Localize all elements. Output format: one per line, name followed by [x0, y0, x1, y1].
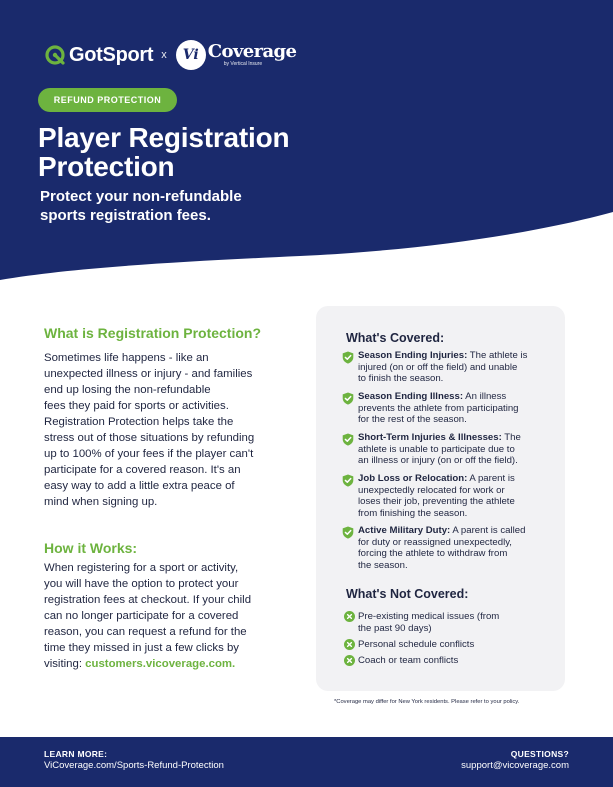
refund-protection-tag: REFUND PROTECTION — [38, 88, 177, 112]
not-covered-item: Pre-existing medical issues (from the past 90 days) — [344, 611, 566, 634]
whats-not-covered-heading: What's Not Covered: — [346, 587, 469, 601]
customers-portal-link[interactable]: customers.vicoverage.com. — [85, 658, 236, 670]
covered-item: Season Ending Illness: An illness prevents the athlete from participating for the rest of the season. — [342, 391, 564, 426]
how-it-works-heading: How it Works: — [44, 540, 138, 556]
page-subtitle: Protect your non-refundable sports registration fees. — [40, 188, 242, 224]
page-title: Player Registration Protection — [38, 122, 290, 182]
vicoverage-wordmark: Coverage — [207, 41, 297, 62]
footer-bar — [0, 737, 613, 787]
vicoverage-badge-icon: Vi — [176, 40, 206, 70]
what-is-heading: What is Registration Protection? — [44, 325, 262, 341]
coverage-footnote: *Coverage may differ for New York residents. Please refer to your policy. — [334, 699, 520, 705]
covered-item: Active Military Duty: A parent is called for duty or reassigned unexpectedly, forcing the athlete to withdraw from the season. — [342, 525, 564, 572]
x-circle-icon — [344, 655, 355, 666]
brand-separator: x — [161, 49, 167, 61]
covered-item: Job Loss or Relocation: A parent is unexpectedly relocated for work or loses their job, preventing the athlete from finishing the season. — [342, 473, 564, 520]
shield-check-icon — [342, 351, 354, 364]
covered-item: Short-Term Injuries & Illnesses: The athlete is unable to participate due to an illness or injury (on or off the field). — [342, 432, 564, 467]
support-email-link[interactable]: support@vicoverage.com — [461, 760, 569, 771]
learn-more-label: LEARN MORE: — [44, 749, 108, 759]
shield-check-icon — [342, 392, 354, 405]
covered-item: Season Ending Injuries: The athlete is injured (on or off the field) and unable to finish the season. — [342, 350, 564, 385]
questions-label: QUESTIONS? — [510, 749, 569, 759]
how-it-works-paragraph: When registering for a sport or activity, you will have the option to protect your registration fees at checkout. If your child can no longer participate for a covered reason, you can request a refund for the time they missed in just a few clicks by visiting: customers.vicoverage.com. — [44, 562, 252, 670]
shield-check-icon — [342, 433, 354, 446]
shield-check-icon — [342, 526, 354, 539]
not-covered-item: Coach or team conflicts — [344, 655, 566, 667]
not-covered-item: Personal schedule conflicts — [344, 639, 566, 651]
hero-banner — [0, 0, 613, 300]
gotsport-logo-icon — [44, 44, 66, 66]
learn-more-link[interactable]: ViCoverage.com/Sports-Refund-Protection — [44, 760, 224, 771]
shield-check-icon — [342, 474, 354, 487]
x-circle-icon — [344, 639, 355, 650]
vicoverage-tagline: by Vertical Insure — [223, 61, 263, 67]
brand-lockup — [44, 38, 296, 72]
x-circle-icon — [344, 611, 355, 622]
gotsport-wordmark: GotSport — [69, 43, 154, 66]
what-is-paragraph: Sometimes life happens - like an unexpected illness or injury - and families end up losing the non-refundable fees they paid for sports or activities. Registration Protection helps take the stress out of those situations by refunding up to 100% of your fees if the player can't participate for a covered reason. It's an easy way to add a little extra peace of mind when signing up. — [44, 352, 255, 508]
whats-covered-heading: What's Covered: — [346, 331, 445, 345]
